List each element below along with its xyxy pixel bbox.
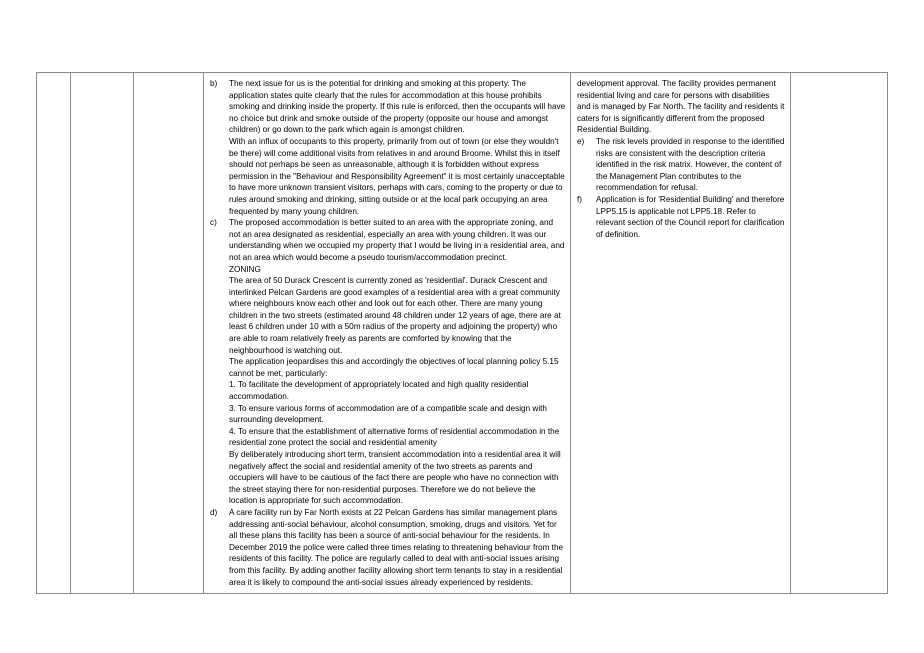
paragraph: The risk levels provided in response to the identified risks are consistent with the description criteria identified in the risk matrix. However, the content of the Management Plan contributes to the recommendation for refusal. xyxy=(596,136,785,193)
list-item xyxy=(575,136,785,194)
list-item xyxy=(575,194,785,240)
list-item-body xyxy=(596,136,785,194)
policy-objective-4: 4. To ensure that the establishment of alternative forms of residential accommodation in the residential zone protect the social and residential amenity xyxy=(229,426,560,448)
paragraph: Application is for 'Residential Building' and therefore LPP5.15 is applicable not LPP5.18. Refer to relevant section of the Council report for clarification of definition. xyxy=(596,194,785,239)
list-item-body xyxy=(596,194,785,240)
officer-response-list xyxy=(575,136,785,240)
paragraph: A care facility run by Far North exists at 22 Pelcan Gardens has similar management plans addressing anti-social behaviour, alcohol consumption, smoking, drugs and visitors. Yet for all these plans this facility has been a source of anti-social behaviour for the residents. In December 2019 the police were called three times relating to threatening behaviour from the residents of this facility. The police are regularly called to deal with anti-social issues arising from this facility. By adding another facility allowing short term tenants to stay in a residential area it is likely to compound the anti-social issues already experienced by residents. xyxy=(229,507,564,587)
submission-response-table xyxy=(36,72,888,594)
list-item-body xyxy=(229,78,566,217)
list-item-body xyxy=(229,507,566,588)
list-item xyxy=(206,217,566,507)
cell-col-2 xyxy=(71,73,134,594)
list-item xyxy=(206,78,566,217)
cell-col-1 xyxy=(37,73,71,594)
table-row xyxy=(37,73,888,594)
cell-officer-response xyxy=(571,73,791,594)
cell-col-6 xyxy=(791,73,888,594)
response-lead-paragraph: development approval. The facility provides permanent residential living and care for persons with disabilities and is managed by Far North. The facility and residents it caters for is significantly different from the proposed Residential Building. xyxy=(577,79,785,135)
paragraph: The next issue for us is the potential for drinking and smoking at this property. The application states quite clearly that the rules for accommodation at this house prohibits smoking and drinking inside the property. If this rule is enforced, then the occupants will have no choice but drink and smoke outside of the property (opposite our house and amongst children) or go down to the park which again is amongst children. xyxy=(229,79,566,135)
list-item-label: f) xyxy=(577,194,583,204)
paragraph: The proposed accommodation is better suited to an area with the appropriate zoning, and not an area designated as residential, especially an area with young children. It was our understanding when we occupied my property that I would be living in a residential area, and not an area which would become a pseudo tourism/accommodation precinct. xyxy=(229,218,565,262)
paragraph: With an influx of occupants to this property, primarily from out of town (or else they wouldn't be there) will come additional visits from relatives in and around Broome. Whilst this in itself should not perhaps be seen as unreasonable, although it is forbidden without express permission in the "Behaviour and Responsibility Agreement" it is most certainly unacceptable to have more unknown transient visitors, perhaps with cars, coming to the property or due to rules around smoking and drinking, sitting outside or at the local park occupying an area frequented by many young children. xyxy=(229,136,565,216)
zoning-heading: ZONING xyxy=(229,264,261,274)
list-item xyxy=(206,507,566,588)
paragraph: By deliberately introducing short term, transient accommodation into a residential area it will negatively affect the social and residential amenity of the two streets as parents and occupiers will have to be cautious of the fact there are people who have no connection with the street staying there for non-residential purposes. Therefore we do not believe the location is appropriate for such accommodation. xyxy=(229,450,561,506)
cell-submission xyxy=(204,73,571,594)
paragraph: The area of 50 Durack Crescent is currently zoned as 'residential'. Durack Crescent and interlinked Pelcan Gardens are good examples of a residential area with a great community where neighbours know each other and look out for each other. There are many young children in the two streets (estimated around 48 children under 12 years of age, there are at least 6 children under 10 with a 50m radius of the property and adjoining the property) who are able to roam relatively freely as parents are comforted by knowing that the neighbourhood is watching out. xyxy=(229,276,561,355)
list-item-label: d) xyxy=(210,507,218,517)
list-item-label: b) xyxy=(210,79,218,88)
list-item-label: c) xyxy=(210,218,217,228)
list-item-body xyxy=(229,217,566,507)
cell-col-3 xyxy=(134,73,204,594)
policy-objective-3: 3. To ensure various forms of accommodation are of a compatible scale and design with surrounding development. xyxy=(229,403,547,425)
policy-objective-1: 1. To facilitate the development of appropriately located and high quality residential accommodation. xyxy=(229,380,529,402)
submission-list xyxy=(206,78,566,588)
list-item-label: e) xyxy=(577,136,585,146)
paragraph: The application jeopardises this and accordingly the objectives of local planning policy 5.15 cannot be met, particularly: xyxy=(229,357,559,378)
